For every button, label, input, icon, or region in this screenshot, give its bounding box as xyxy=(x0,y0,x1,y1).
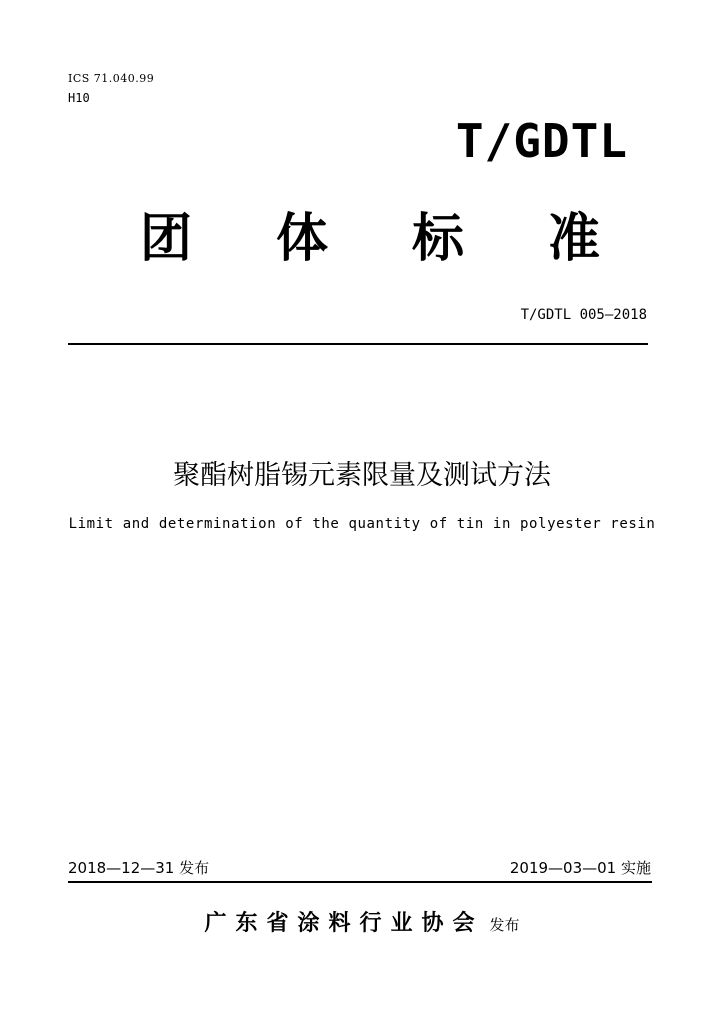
publish-label: 发布 xyxy=(489,916,520,934)
issue-date: 2018—12—31 发布 xyxy=(68,859,210,877)
document-title-chinese: 聚酯树脂锡元素限量及测试方法 xyxy=(173,460,551,491)
publisher-line xyxy=(0,906,724,937)
publisher-name: 广东省涂料行业协会 xyxy=(204,910,484,936)
bottom-divider xyxy=(68,881,652,883)
implementation-date: 2019—03—01 实施 xyxy=(509,859,651,877)
top-divider xyxy=(68,343,648,345)
standard-code: T/GDTL xyxy=(455,114,628,168)
standard-type-char: 体 xyxy=(275,208,328,269)
standard-type-heading xyxy=(140,207,600,271)
document-title-english: Limit and determination of the quantity of tin in polyester resin xyxy=(68,516,656,532)
standard-type-char: 团 xyxy=(140,208,193,269)
standard-number: T/GDTL 005—2018 xyxy=(520,307,647,323)
standard-type-char: 标 xyxy=(411,208,464,269)
standard-type-char: 准 xyxy=(547,208,600,269)
ics-code: ICS 71.040.99 xyxy=(68,72,155,85)
ccs-code: H10 xyxy=(68,91,90,105)
